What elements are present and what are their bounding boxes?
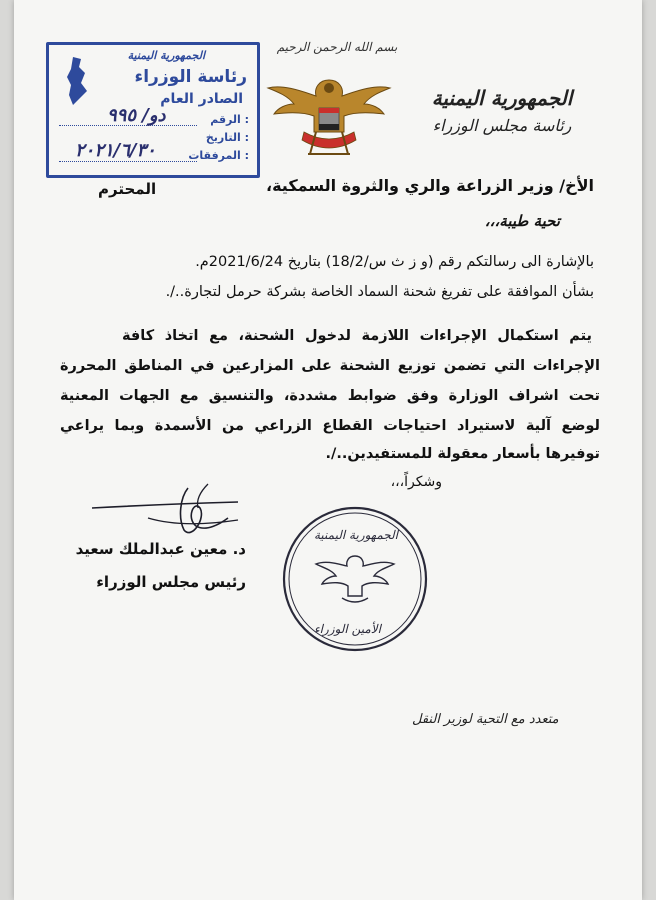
stamp-date-field bbox=[59, 161, 197, 162]
body-line-5: توفيرها بأسعار معقولة للمستفيدين../. bbox=[325, 446, 600, 462]
body-line-2: الإجراءات التي تضمن توزيع الشحنة على المزارعين في المناطق المحررة bbox=[60, 358, 600, 374]
stamp-attachments-label: المرفقات : bbox=[188, 149, 249, 162]
handwritten-signature-icon bbox=[88, 478, 248, 548]
bismillah-text: بسم الله الرحمن الرحيم bbox=[276, 40, 398, 54]
greeting-line: تحية طيبة،،، bbox=[484, 212, 560, 230]
letterhead bbox=[412, 86, 592, 135]
letterhead-council: رئاسة مجلس الوزراء bbox=[432, 116, 572, 135]
stamp-date-value: ٢٠٢١/٦/٣٠ bbox=[75, 140, 156, 161]
document-page bbox=[14, 0, 642, 900]
stamp-date-label: التاريخ : bbox=[205, 131, 249, 144]
letterhead-republic: الجمهورية اليمنية bbox=[431, 86, 573, 110]
stamp-number-label: الرقم : bbox=[210, 113, 249, 126]
seal-top-text: الجمهورية اليمنية bbox=[314, 528, 399, 542]
reference-line-1: بالإشارة الى رسالتكم رقم (و ز ث س/18/2) بتاريخ 2021/6/24م. bbox=[195, 254, 594, 270]
body-line-1: يتم استكمال الإجراءات اللازمة لدخول الشحنة، مع اتخاذ كافة bbox=[122, 328, 592, 344]
handwritten-note: متعدد مع التحية لوزير النقل bbox=[412, 712, 559, 727]
registration-stamp bbox=[46, 42, 260, 178]
seal-bottom-text: الأمين الوزراء bbox=[314, 622, 381, 636]
stamp-outgoing-text: الصادر العام bbox=[160, 91, 243, 107]
stamp-presidency-text: رئاسة الوزراء bbox=[134, 67, 247, 87]
stamp-number-value: دو/ ٩٩٥ bbox=[107, 105, 166, 126]
reference-line-2: بشأن الموافقة على تفريغ شحنة السماد الخاصة بشركة حرمل لتجارة../. bbox=[165, 284, 594, 300]
thanks-text: وشكراً،،، bbox=[390, 474, 442, 490]
body-line-3: تحت اشراف الوزارة وفق ضوابط مشددة، والتنسيق مع الجهات المعنية bbox=[60, 388, 600, 404]
yemen-eagle-emblem-icon bbox=[264, 70, 394, 162]
signatory-title: رئيس مجلس الوزراء bbox=[96, 573, 246, 591]
honorific-text: المحترم bbox=[98, 180, 157, 198]
body-line-4: لوضع آلية لاستيراد احتياجات القطاع الزراعي من الأسمدة وبما يراعي bbox=[60, 418, 600, 434]
stamp-republic-text: الجمهورية اليمنية bbox=[127, 49, 205, 62]
addressee-line: الأخ/ وزير الزراعة والري والثروة السمكية، bbox=[266, 176, 594, 195]
yemen-map-icon bbox=[63, 55, 93, 107]
signatory-name: د. معين عبدالملك سعيد bbox=[75, 540, 246, 558]
